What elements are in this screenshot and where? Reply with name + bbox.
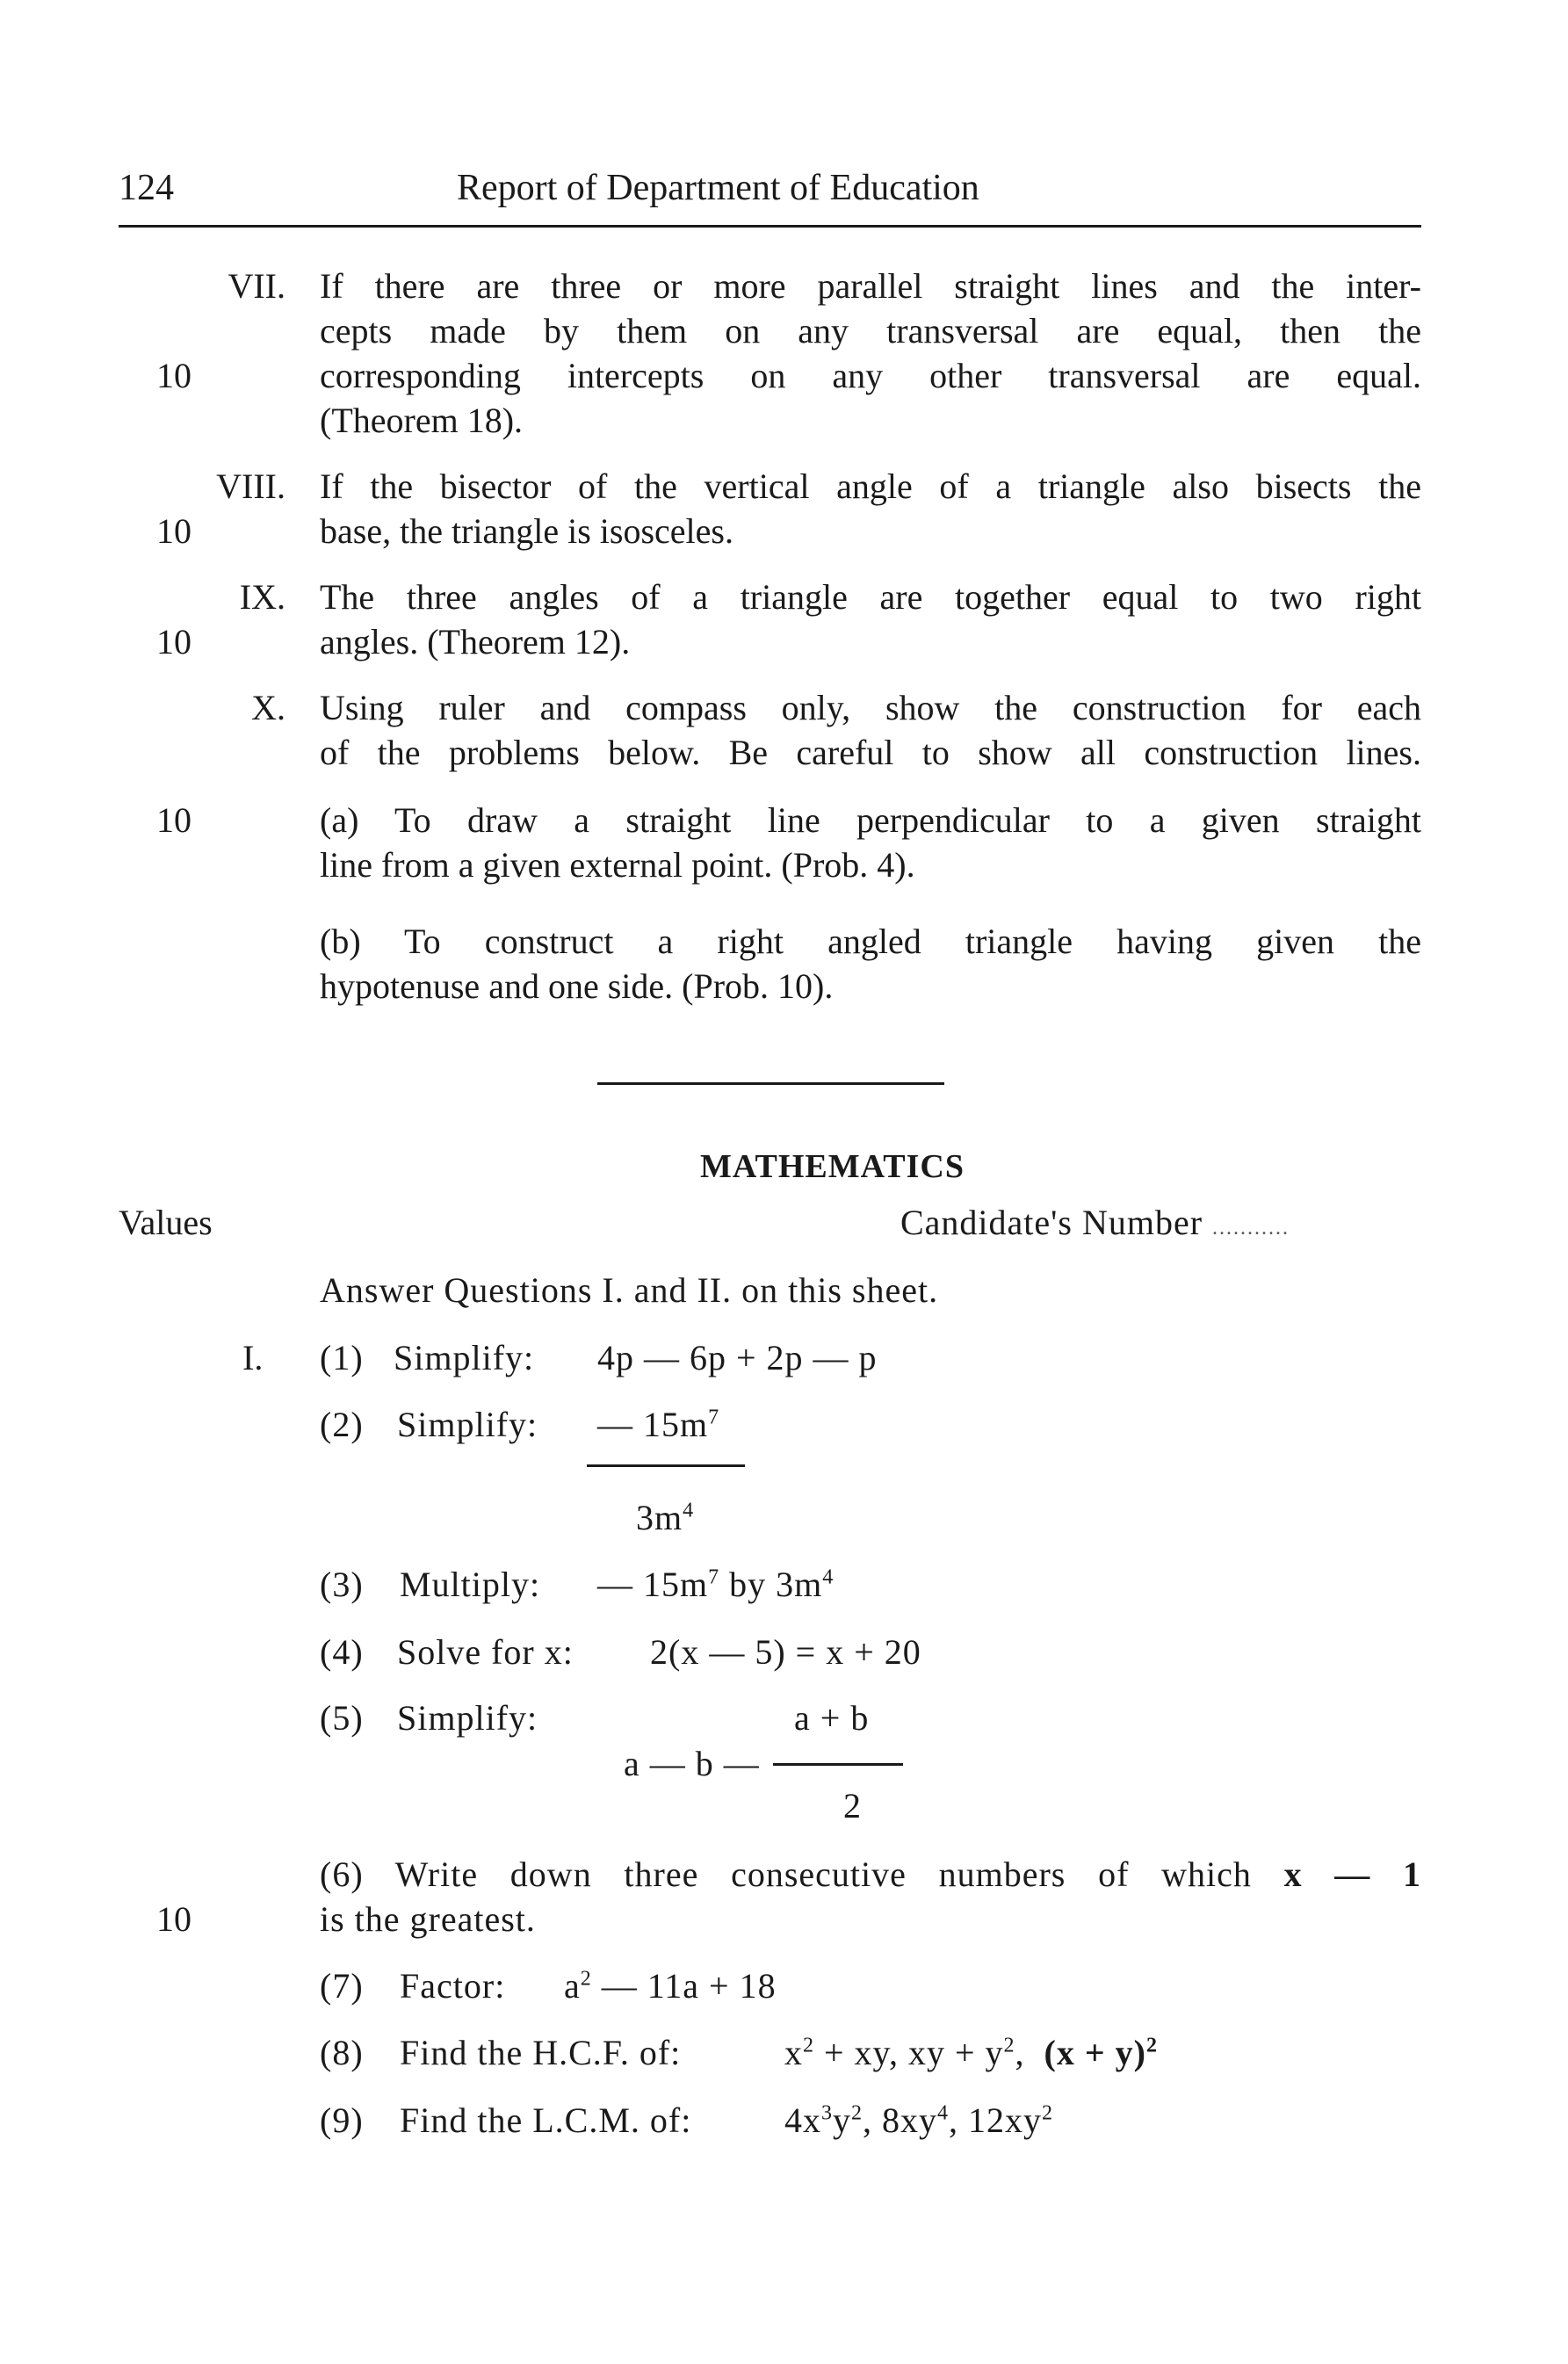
numerator-text: — 15m [597,1405,709,1444]
text-line: Using ruler and compass only, show the construction for each [320,688,1421,727]
expression [564,1965,777,2006]
expr-part: 4x [784,2100,821,2140]
item-label: Multiply: [400,1565,541,1604]
expr-part: , 8xy [863,2100,937,2140]
expression-lead: a — b — [624,1744,760,1783]
instruction: Answer Questions I. and II. on this sheet. [320,1270,939,1310]
text-line: If there are three or more parallel straight lines and the inter- [320,266,1421,306]
text-line: (b) To construct a right angled triangle having given the [320,922,1421,961]
fraction-bar [587,1464,745,1467]
exponent: 3 [821,2101,833,2125]
text-line: (a) To draw a straight line perpendicular to a given straight [320,800,1421,840]
exponent: 2 [803,2034,814,2057]
section-divider [597,1082,944,1085]
text-line: is the greatest. [320,1899,536,1939]
item-number: (3) [320,1565,364,1604]
denominator-exponent: 4 [683,1499,695,1522]
expr-part: y [833,2100,851,2140]
text-line: of the problems below. Be careful to show all construction lines. [320,733,1421,772]
section-title: MATHEMATICS [700,1148,965,1185]
text-line: corresponding intercepts on any other transversal are equal. [320,356,1421,395]
exponent: 7 [708,1565,720,1589]
text-line: (Theorem 18). [320,401,524,440]
item-numeral: VIII. [216,466,285,506]
running-title: Report of Department of Education [457,168,979,208]
candidate-label: Candidate's Number [900,1203,1203,1242]
item-value: 10 [156,1899,191,1939]
expr-part: — 15m [597,1565,709,1604]
exponent: 4 [937,2101,949,2125]
values-label: Values [119,1203,213,1242]
text-line: angles. (Theorem 12). [320,622,631,661]
item-number: (2) [320,1405,364,1444]
expression [784,2100,1053,2141]
fraction-denominator: 2 [843,1786,862,1825]
item-label: Simplify: [397,1405,538,1444]
bold-expression: x — 1 [1283,1854,1422,1894]
expr-part: by 3m [719,1565,823,1604]
item-value: 10 [156,800,191,840]
exponent: 4 [822,1565,835,1589]
item-label: Solve for x: [397,1632,574,1672]
item-numeral: X. [251,688,285,727]
item-value: 10 [156,622,191,661]
text-line: cepts made by them on any transversal are equal, then the [320,311,1421,351]
item-numeral: IX. [239,577,285,617]
item-label: Factor: [400,1966,506,2006]
item-label: Find the H.C.F. of: [400,2033,682,2072]
item-text: Write down three consecutive numbers of which [394,1854,1252,1894]
expression: 4p — 6p + 2p — p [597,1338,878,1377]
page-number: 124 [119,168,174,208]
fraction-denominator [636,1497,694,1538]
item-label: Find the L.C.M. of: [400,2100,692,2140]
expr-part: + xy, xy + y [814,2033,1004,2072]
item-number: (6) [320,1854,364,1894]
text-line [320,1854,1421,1895]
candidate-dots: ........... [1212,1217,1290,1240]
expr-part: , 12xy [949,2100,1042,2140]
text-line: The three angles of a triangle are together equal to two right [320,577,1421,617]
exponent: 2 [1003,2034,1015,2057]
bold-expression: (x + y) [1044,2033,1146,2072]
item-label: Simplify: [394,1338,535,1377]
fraction-numerator: a + b [794,1698,870,1738]
expr-part: , [1015,2033,1025,2072]
item-number: (4) [320,1632,364,1672]
item-value: 10 [156,356,191,395]
text-line: base, the triangle is isosceles. [320,511,733,551]
candidate-number-label [900,1202,1290,1243]
expression: 2(x — 5) = x + 20 [650,1632,921,1672]
expr-part: — 11a + 18 [591,1966,777,2006]
text-line: line from a given external point. (Prob. 4). [320,845,915,885]
denominator-text: 3m [636,1498,683,1537]
item-number: (7) [320,1966,364,2006]
item-numeral: VII. [228,266,285,306]
item-number: (8) [320,2033,364,2072]
exponent: 2 [580,1967,592,1991]
expression [784,2032,1158,2073]
item-number: (9) [320,2100,364,2140]
fraction-bar [773,1763,903,1766]
expression [597,1564,834,1605]
text-line: hypotenuse and one side. (Prob. 10). [320,966,834,1006]
header-rule [119,225,1421,228]
exponent: 2 [1145,2034,1158,2057]
text-line: If the bisector of the vertical angle of a triangle also bisects the [320,466,1421,506]
expr-part: a [564,1966,581,2006]
fraction-numerator [597,1404,719,1445]
item-value: 10 [156,511,191,551]
item-number: (1) [320,1338,364,1377]
expr-part: x [784,2033,803,2072]
numerator-exponent: 7 [708,1406,720,1429]
exponent: 2 [1042,2101,1053,2125]
item-label: Simplify: [397,1698,538,1738]
item-number: (5) [320,1698,364,1738]
exponent: 2 [851,2101,863,2125]
question-numeral: I. [242,1338,264,1377]
